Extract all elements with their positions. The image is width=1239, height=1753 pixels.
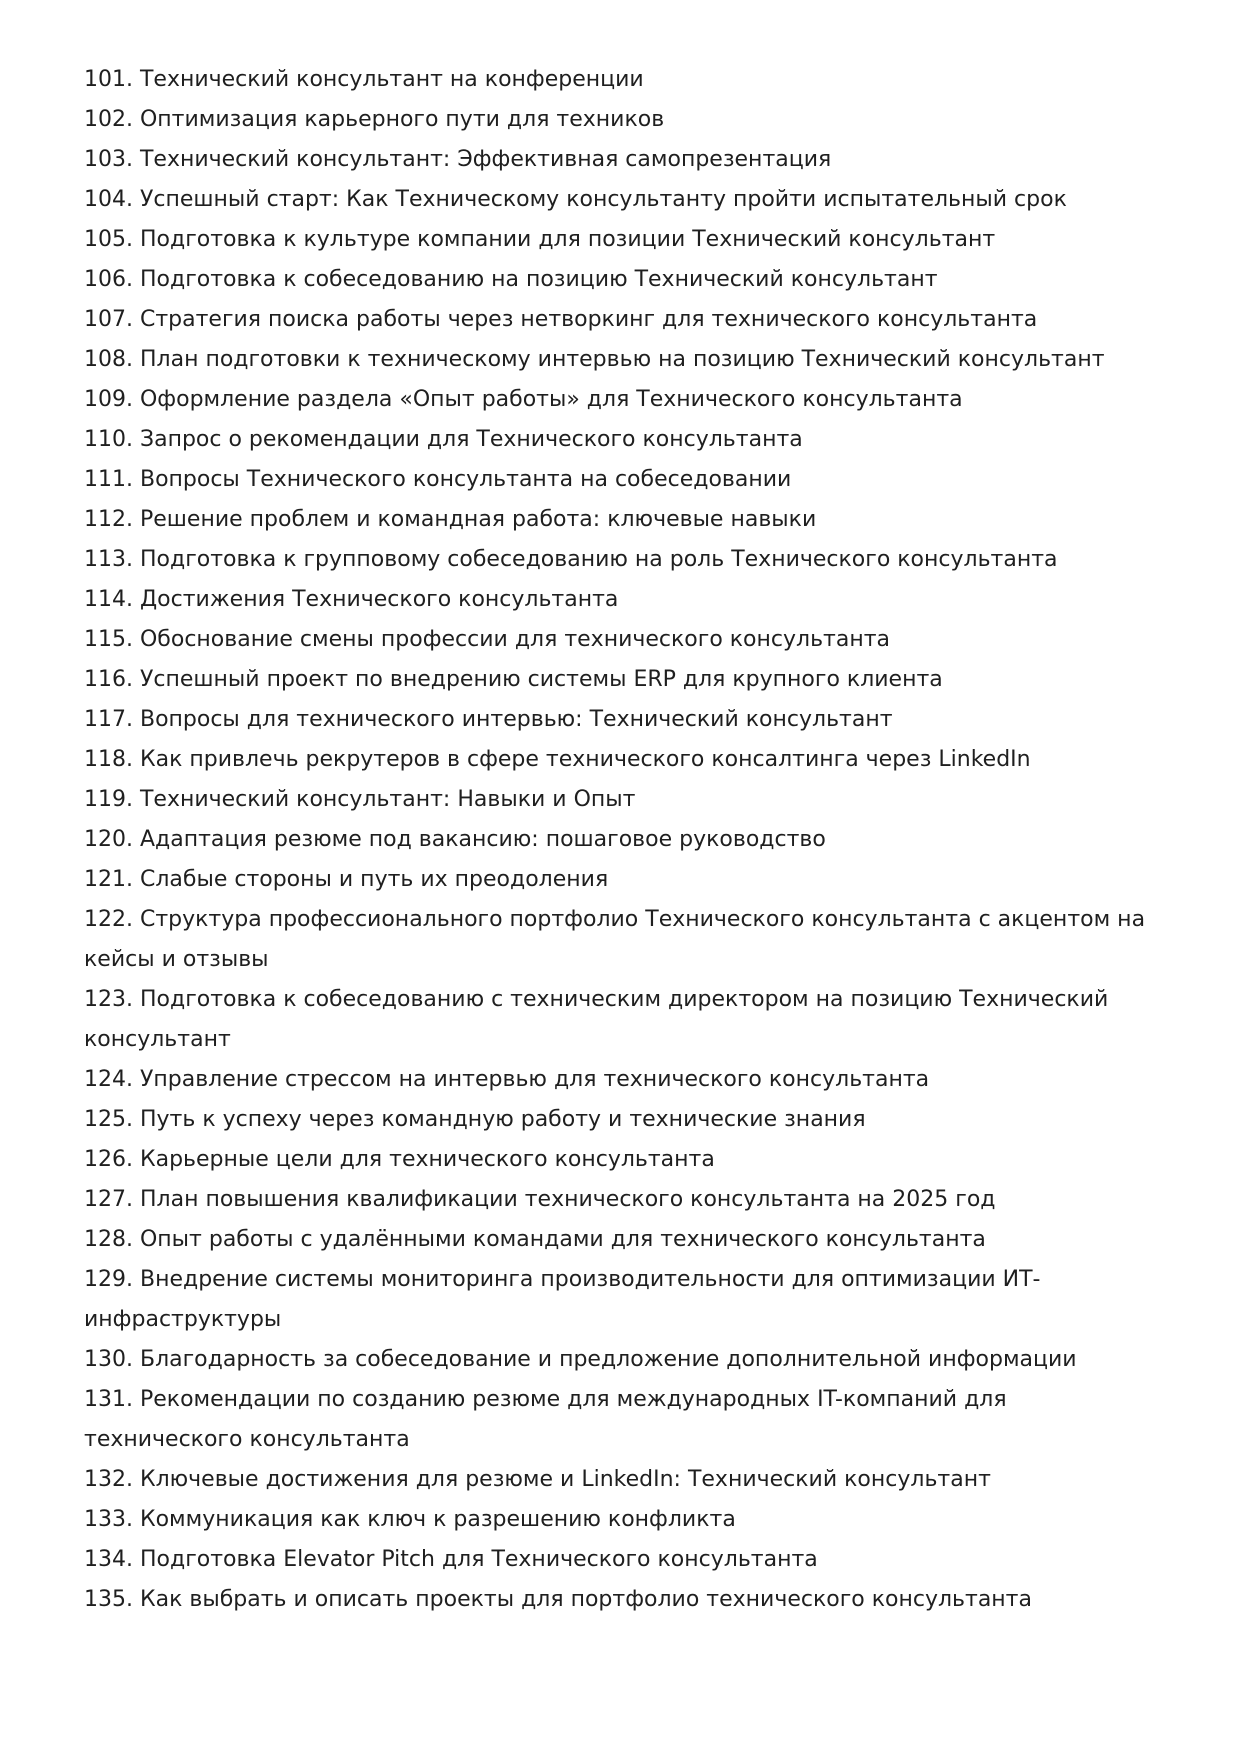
list-item: 108. План подготовки к техническому интервью на позицию Технический консультант bbox=[84, 347, 1105, 372]
list-item: 131. Рекомендации по созданию резюме для международных IT-компаний для технического консультанта bbox=[84, 1387, 1007, 1452]
list-item: 103. Технический консультант: Эффективная самопрезентация bbox=[84, 147, 832, 172]
list-item: 116. Успешный проект по внедрению системы ERP для крупного клиента bbox=[84, 667, 943, 692]
list-item: 106. Подготовка к собеседованию на позицию Технический консультант bbox=[84, 267, 938, 292]
list-item: 104. Успешный старт: Как Техническому консультанту пройти испытательный срок bbox=[84, 187, 1067, 212]
list-item: 124. Управление стрессом на интервью для технического консультанта bbox=[84, 1067, 930, 1092]
list-item: 111. Вопросы Технического консультанта на собеседовании bbox=[84, 467, 792, 492]
list-item: 122. Структура профессионального портфолио Технического консультанта с акцентом на кейсы и отзывы bbox=[84, 907, 1146, 972]
list-item: 107. Стратегия поиска работы через нетворкинг для технического консультанта bbox=[84, 307, 1038, 332]
list-item: 109. Оформление раздела «Опыт работы» для Технического консультанта bbox=[84, 387, 963, 412]
topic-list bbox=[84, 60, 1154, 1620]
list-item: 121. Слабые стороны и путь их преодоления bbox=[84, 867, 609, 892]
list-item: 135. Как выбрать и описать проекты для портфолио технического консультанта bbox=[84, 1587, 1032, 1612]
list-item: 113. Подготовка к групповому собеседованию на роль Технического консультанта bbox=[84, 547, 1058, 572]
list-item: 123. Подготовка к собеседованию с техническим директором на позицию Технический консультант bbox=[84, 987, 1109, 1052]
list-item: 133. Коммуникация как ключ к разрешению конфликта bbox=[84, 1507, 736, 1532]
list-item: 128. Опыт работы с удалёнными командами для технического консультанта bbox=[84, 1227, 986, 1252]
list-item: 115. Обоснование смены профессии для технического консультанта bbox=[84, 627, 891, 652]
list-item: 101. Технический консультант на конференции bbox=[84, 67, 644, 92]
list-item: 119. Технический консультант: Навыки и Опыт bbox=[84, 787, 636, 812]
list-item: 105. Подготовка к культуре компании для позиции Технический консультант bbox=[84, 227, 996, 252]
list-item: 112. Решение проблем и командная работа: ключевые навыки bbox=[84, 507, 817, 532]
list-item: 126. Карьерные цели для технического консультанта bbox=[84, 1147, 715, 1172]
list-item: 102. Оптимизация карьерного пути для техников bbox=[84, 107, 665, 132]
list-item: 127. План повышения квалификации технического консультанта на 2025 год bbox=[84, 1187, 996, 1212]
list-item: 130. Благодарность за собеседование и предложение дополнительной информации bbox=[84, 1347, 1077, 1372]
list-item: 132. Ключевые достижения для резюме и LinkedIn: Технический консультант bbox=[84, 1467, 991, 1492]
list-item: 120. Адаптация резюме под вакансию: пошаговое руководство bbox=[84, 827, 826, 852]
list-item: 117. Вопросы для технического интервью: Технический консультант bbox=[84, 707, 893, 732]
list-item: 134. Подготовка Elevator Pitch для Технического консультанта bbox=[84, 1547, 818, 1572]
list-item: 125. Путь к успеху через командную работу и технические знания bbox=[84, 1107, 866, 1132]
list-item: 114. Достижения Технического консультанта bbox=[84, 587, 619, 612]
list-item: 129. Внедрение системы мониторинга производительности для оптимизации ИТ-инфраструктуры bbox=[84, 1267, 1041, 1332]
list-item: 110. Запрос о рекомендации для Технического консультанта bbox=[84, 427, 803, 452]
list-item: 118. Как привлечь рекрутеров в сфере технического консалтинга через LinkedIn bbox=[84, 747, 1031, 772]
